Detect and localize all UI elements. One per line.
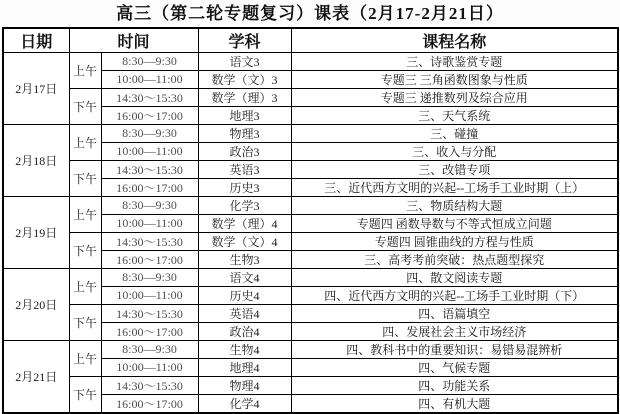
header-row bbox=[3, 28, 618, 53]
course-cell: 专题四 函数导数与不等式恒成立问题 bbox=[291, 215, 618, 233]
header-date: 日期 bbox=[3, 28, 69, 53]
header-subject: 学科 bbox=[198, 28, 291, 53]
period-cell: 上午 bbox=[69, 269, 101, 305]
time-cell: 8:30—9:30 bbox=[101, 341, 198, 359]
course-cell: 四、有机大题 bbox=[291, 395, 618, 414]
schedule-row bbox=[3, 89, 618, 107]
time-cell: 14:30～15:30 bbox=[101, 233, 198, 251]
subject-cell: 化学4 bbox=[198, 395, 291, 414]
schedule-row bbox=[3, 161, 618, 179]
period-cell: 下午 bbox=[69, 377, 101, 414]
course-cell: 三、高考考前突破：热点题型探究 bbox=[291, 251, 618, 269]
time-cell: 14:30～15:30 bbox=[101, 161, 198, 179]
time-cell: 10:00—11:00 bbox=[101, 359, 198, 377]
course-cell: 三、物质结构大题 bbox=[291, 197, 618, 215]
subject-cell: 化学3 bbox=[198, 197, 291, 215]
period-cell: 下午 bbox=[69, 161, 101, 197]
schedule-row bbox=[3, 53, 618, 71]
time-cell: 16:00～17:00 bbox=[101, 107, 198, 125]
period-cell: 上午 bbox=[69, 341, 101, 377]
course-cell: 四、发展社会主义市场经济 bbox=[291, 323, 618, 341]
time-cell: 8:30—9:30 bbox=[101, 125, 198, 143]
subject-cell: 物理3 bbox=[198, 125, 291, 143]
schedule-row bbox=[3, 377, 618, 395]
subject-cell: 政治3 bbox=[198, 143, 291, 161]
header-time: 时间 bbox=[69, 28, 198, 53]
date-cell: 2月20日 bbox=[3, 269, 69, 341]
time-cell: 8:30—9:30 bbox=[101, 197, 198, 215]
schedule-row bbox=[3, 269, 618, 287]
schedule-row bbox=[3, 125, 618, 143]
course-cell: 四、散文阅读专题 bbox=[291, 269, 618, 287]
time-cell: 16:00～17:00 bbox=[101, 395, 198, 414]
date-cell: 2月19日 bbox=[3, 197, 69, 269]
course-cell: 三、改错专项 bbox=[291, 161, 618, 179]
date-cell: 2月21日 bbox=[3, 341, 69, 414]
time-cell: 10:00—11:00 bbox=[101, 287, 198, 305]
date-cell: 2月17日 bbox=[3, 53, 69, 125]
course-cell: 专题四 圆锥曲线的方程与性质 bbox=[291, 233, 618, 251]
subject-cell: 政治4 bbox=[198, 323, 291, 341]
course-cell: 三、诗歌鉴赏专题 bbox=[291, 53, 618, 71]
course-cell: 四、教科书中的重要知识：易错易混辨析 bbox=[291, 341, 618, 359]
date-cell: 2月18日 bbox=[3, 125, 69, 197]
subject-cell: 生物3 bbox=[198, 251, 291, 269]
subject-cell: 历史4 bbox=[198, 287, 291, 305]
subject-cell: 地理3 bbox=[198, 107, 291, 125]
subject-cell: 历史3 bbox=[198, 179, 291, 197]
subject-cell: 数学（理）4 bbox=[198, 215, 291, 233]
time-cell: 16:00～17:00 bbox=[101, 179, 198, 197]
period-cell: 下午 bbox=[69, 233, 101, 269]
schedule-row bbox=[3, 341, 618, 359]
subject-cell: 生物4 bbox=[198, 341, 291, 359]
subject-cell: 数学（理）3 bbox=[198, 89, 291, 107]
time-cell: 10:00—11:00 bbox=[101, 71, 198, 89]
subject-cell: 英语3 bbox=[198, 161, 291, 179]
subject-cell: 地理4 bbox=[198, 359, 291, 377]
course-cell: 四、语篇填空 bbox=[291, 305, 618, 323]
time-cell: 10:00—11:00 bbox=[101, 215, 198, 233]
course-cell: 三、收入与分配 bbox=[291, 143, 618, 161]
time-cell: 8:30—9:30 bbox=[101, 269, 198, 287]
course-cell: 四、近代西方文明的兴起--工场手工业时期（下） bbox=[291, 287, 618, 305]
subject-cell: 物理4 bbox=[198, 377, 291, 395]
period-cell: 上午 bbox=[69, 53, 101, 89]
schedule-body bbox=[3, 53, 618, 414]
period-cell: 下午 bbox=[69, 89, 101, 125]
subject-cell: 语文4 bbox=[198, 269, 291, 287]
time-cell: 14:30～15:30 bbox=[101, 305, 198, 323]
time-cell: 16:00～17:00 bbox=[101, 323, 198, 341]
period-cell: 上午 bbox=[69, 125, 101, 161]
time-cell: 16:00～17:00 bbox=[101, 251, 198, 269]
header-course: 课程名称 bbox=[291, 28, 618, 53]
page-title: 高三（第二轮专题复习）课表（2月17-2月21日） bbox=[116, 4, 504, 23]
period-cell: 下午 bbox=[69, 305, 101, 341]
schedule-row bbox=[3, 197, 618, 215]
schedule-table bbox=[2, 27, 619, 414]
course-cell: 三、近代西方文明的兴起--工场手工业时期（上） bbox=[291, 179, 618, 197]
subject-cell: 英语4 bbox=[198, 305, 291, 323]
time-cell: 8:30—9:30 bbox=[101, 53, 198, 71]
course-cell: 三、碰撞 bbox=[291, 125, 618, 143]
course-cell: 四、功能关系 bbox=[291, 377, 618, 395]
time-cell: 14:30～15:30 bbox=[101, 377, 198, 395]
time-cell: 14:30～15:30 bbox=[101, 89, 198, 107]
time-cell: 10:00—11:00 bbox=[101, 143, 198, 161]
subject-cell: 语文3 bbox=[198, 53, 291, 71]
course-cell: 专题三 三角函数图象与性质 bbox=[291, 71, 618, 89]
subject-cell: 数学（文）4 bbox=[198, 233, 291, 251]
subject-cell: 数学（文）3 bbox=[198, 71, 291, 89]
course-cell: 四、气候专题 bbox=[291, 359, 618, 377]
schedule-row bbox=[3, 233, 618, 251]
course-cell: 专题三 递推数列及综合应用 bbox=[291, 89, 618, 107]
schedule-row bbox=[3, 305, 618, 323]
course-cell: 三、天气系统 bbox=[291, 107, 618, 125]
period-cell: 上午 bbox=[69, 197, 101, 233]
